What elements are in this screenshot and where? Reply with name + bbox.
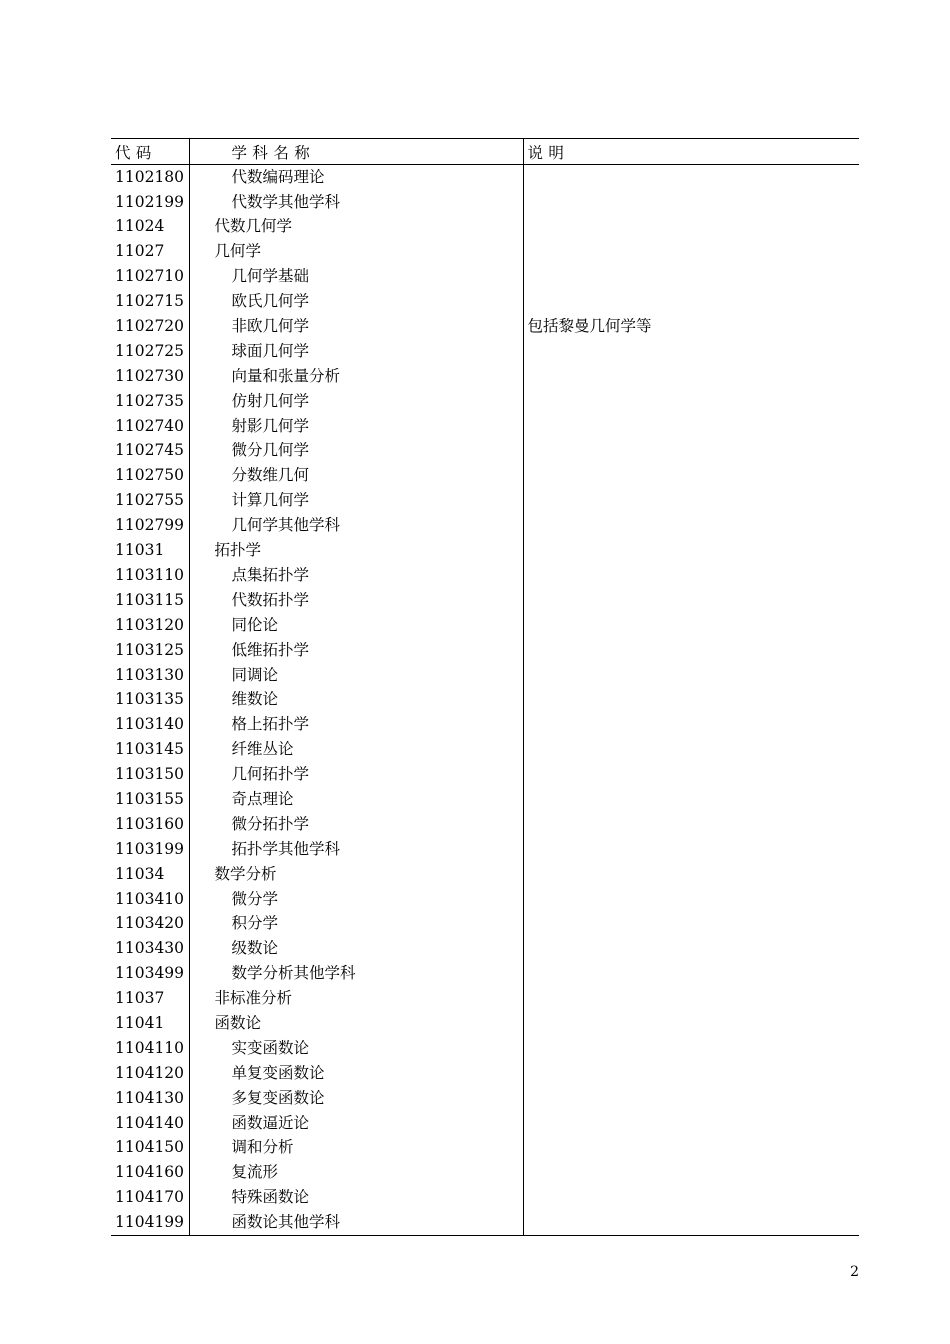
- subject-note: [523, 215, 859, 240]
- subject-code: 1103410: [111, 887, 189, 912]
- subject-note: [523, 613, 859, 638]
- table-row: [111, 240, 859, 265]
- subject-note: [523, 414, 859, 439]
- table-row: [111, 887, 859, 912]
- subject-note: [523, 787, 859, 812]
- table-row: [111, 912, 859, 937]
- subject-note: [523, 190, 859, 215]
- subject-note: [523, 265, 859, 290]
- table-row: [111, 389, 859, 414]
- subject-note: [523, 1161, 859, 1186]
- subject-code: 1103145: [111, 737, 189, 762]
- subject-name: 格上拓扑学: [189, 713, 523, 738]
- subject-code: 1102745: [111, 439, 189, 464]
- subject-code: 1104160: [111, 1161, 189, 1186]
- table-row: [111, 663, 859, 688]
- subject-code: 1102710: [111, 265, 189, 290]
- subject-note: [523, 389, 859, 414]
- subject-code: 1102750: [111, 464, 189, 489]
- table-row: [111, 414, 859, 439]
- subject-name: 几何学其他学科: [189, 513, 523, 538]
- subject-note: [523, 663, 859, 688]
- header-code: 代码: [111, 139, 189, 165]
- table-row: [111, 1136, 859, 1161]
- table-row: [111, 489, 859, 514]
- subject-name: 球面几何学: [189, 339, 523, 364]
- table-row: [111, 513, 859, 538]
- subject-note: [523, 1036, 859, 1061]
- subject-code: 1103420: [111, 912, 189, 937]
- subject-name: 奇点理论: [189, 787, 523, 812]
- subject-code: 1103155: [111, 787, 189, 812]
- subject-note: [523, 737, 859, 762]
- table-row: [111, 190, 859, 215]
- subject-code: 1103130: [111, 663, 189, 688]
- subject-code: 1102725: [111, 339, 189, 364]
- subject-name: 同调论: [189, 663, 523, 688]
- subject-name: 欧氏几何学: [189, 289, 523, 314]
- subject-note: [523, 165, 859, 190]
- table-row: [111, 837, 859, 862]
- table-row: [111, 588, 859, 613]
- subject-name: 射影几何学: [189, 414, 523, 439]
- subject-code: 1103160: [111, 812, 189, 837]
- subject-name: 向量和张量分析: [189, 364, 523, 389]
- subject-note: [523, 688, 859, 713]
- subject-note: [523, 1136, 859, 1161]
- subject-code: 1103120: [111, 613, 189, 638]
- table-row: [111, 464, 859, 489]
- subject-name: 函数论其他学科: [189, 1210, 523, 1235]
- subject-note: [523, 862, 859, 887]
- subject-code: 1104140: [111, 1111, 189, 1136]
- subject-code: 1102180: [111, 165, 189, 190]
- table-row: [111, 638, 859, 663]
- subject-note: [523, 1111, 859, 1136]
- subject-code: 1103499: [111, 962, 189, 987]
- table-row: [111, 364, 859, 389]
- subject-name: 特殊函数论: [189, 1186, 523, 1211]
- table-row: [111, 1061, 859, 1086]
- subject-code: 11031: [111, 538, 189, 563]
- subject-note: [523, 1011, 859, 1036]
- table-header: [111, 139, 859, 165]
- subject-name: 调和分析: [189, 1136, 523, 1161]
- subject-code: 1104150: [111, 1136, 189, 1161]
- subject-name: 点集拓扑学: [189, 563, 523, 588]
- subject-name: 实变函数论: [189, 1036, 523, 1061]
- subject-note: [523, 1086, 859, 1111]
- subject-code: 1102730: [111, 364, 189, 389]
- subject-note: [523, 563, 859, 588]
- subject-name: 代数编码理论: [189, 165, 523, 190]
- subject-name: 微分几何学: [189, 439, 523, 464]
- subject-note: [523, 464, 859, 489]
- page-number: 2: [850, 1264, 859, 1280]
- subject-code: 1102715: [111, 289, 189, 314]
- subject-name: 函数逼近论: [189, 1111, 523, 1136]
- table-row: [111, 339, 859, 364]
- table-row: [111, 439, 859, 464]
- subject-note: [523, 812, 859, 837]
- subject-name: 复流形: [189, 1161, 523, 1186]
- subject-note: [523, 638, 859, 663]
- subject-note: [523, 962, 859, 987]
- subject-code: 11034: [111, 862, 189, 887]
- table-row: [111, 962, 859, 987]
- table-row: [111, 937, 859, 962]
- subject-name: 代数拓扑学: [189, 588, 523, 613]
- header-note: 说明: [523, 139, 859, 165]
- subject-name: 仿射几何学: [189, 389, 523, 414]
- subject-code: 1102720: [111, 314, 189, 339]
- subject-name: 纤维丛论: [189, 737, 523, 762]
- table-row: [111, 713, 859, 738]
- subject-name: 几何学基础: [189, 265, 523, 290]
- subject-code: 11041: [111, 1011, 189, 1036]
- subject-note: [523, 588, 859, 613]
- subject-note: [523, 364, 859, 389]
- subject-note: [523, 439, 859, 464]
- subject-code: 1104110: [111, 1036, 189, 1061]
- subject-code: 11024: [111, 215, 189, 240]
- table-row: [111, 812, 859, 837]
- subject-note: [523, 713, 859, 738]
- table-row: [111, 1210, 859, 1235]
- subject-code: 1103125: [111, 638, 189, 663]
- subject-note: [523, 489, 859, 514]
- subject-note: 包括黎曼几何学等: [527, 317, 652, 336]
- subject-note: [523, 538, 859, 563]
- subject-code: 1102799: [111, 513, 189, 538]
- subject-name: 级数论: [189, 937, 523, 962]
- table-row: [111, 563, 859, 588]
- table-row: [111, 762, 859, 787]
- subject-code: 1104199: [111, 1210, 189, 1235]
- subject-note: [523, 1061, 859, 1086]
- subject-name: 积分学: [189, 912, 523, 937]
- table-row: [111, 986, 859, 1011]
- subject-code: 1103135: [111, 688, 189, 713]
- subject-note: [523, 1186, 859, 1211]
- subject-code: 1102199: [111, 190, 189, 215]
- table-row: [111, 737, 859, 762]
- subject-code: 1102735: [111, 389, 189, 414]
- subject-name: 代数几何学: [189, 215, 523, 240]
- subject-name: 微分学: [189, 887, 523, 912]
- header-subject-name: 学科名称: [189, 139, 523, 165]
- table-row: [111, 538, 859, 563]
- subject-code: 1104130: [111, 1086, 189, 1111]
- subject-name: 计算几何学: [189, 489, 523, 514]
- subject-note: [523, 912, 859, 937]
- table-row: [111, 165, 859, 190]
- subject-name: 代数学其他学科: [189, 190, 523, 215]
- subject-name: 拓扑学其他学科: [189, 837, 523, 862]
- subject-note: [523, 289, 859, 314]
- subject-name: 几何拓扑学: [189, 762, 523, 787]
- subject-code: 11027: [111, 240, 189, 265]
- subject-name: 低维拓扑学: [189, 638, 523, 663]
- subject-name: 非欧几何学: [189, 314, 523, 339]
- subject-name: 维数论: [189, 688, 523, 713]
- subject-code: 1104120: [111, 1061, 189, 1086]
- subject-note: [523, 937, 859, 962]
- subject-code: 1103150: [111, 762, 189, 787]
- subject-name: 几何学: [189, 240, 523, 265]
- subject-name: 单复变函数论: [189, 1061, 523, 1086]
- subject-name: 多复变函数论: [189, 1086, 523, 1111]
- table-row: [111, 1036, 859, 1061]
- subject-note: [523, 1210, 859, 1235]
- table-row: [111, 1186, 859, 1211]
- table-row: [111, 1111, 859, 1136]
- subject-code: 1103199: [111, 837, 189, 862]
- subject-note: [523, 339, 859, 364]
- table-row: [111, 314, 859, 339]
- subject-code: 1103115: [111, 588, 189, 613]
- subject-note: [523, 887, 859, 912]
- table-row: [111, 787, 859, 812]
- subject-code: 1103430: [111, 937, 189, 962]
- subject-note: [523, 513, 859, 538]
- subject-note: [523, 986, 859, 1011]
- subject-code-table: [111, 138, 859, 1236]
- subject-note: [523, 240, 859, 265]
- subject-code: 1103140: [111, 713, 189, 738]
- subject-code: 1104170: [111, 1186, 189, 1211]
- header-row: [111, 139, 859, 165]
- table-row: [111, 215, 859, 240]
- table-row: [111, 613, 859, 638]
- subject-name: 函数论: [189, 1011, 523, 1036]
- table-row: [111, 1086, 859, 1111]
- subject-code: 1103110: [111, 563, 189, 588]
- table-row: [111, 688, 859, 713]
- subject-note: [523, 762, 859, 787]
- table-row: [111, 289, 859, 314]
- subject-code: 1102740: [111, 414, 189, 439]
- subject-name: 同伦论: [189, 613, 523, 638]
- subject-name: 数学分析其他学科: [189, 962, 523, 987]
- table-row: [111, 1011, 859, 1036]
- table-row: [111, 265, 859, 290]
- subject-name: 非标准分析: [189, 986, 523, 1011]
- subject-code: 1102755: [111, 489, 189, 514]
- subject-name: 分数维几何: [189, 464, 523, 489]
- subject-name: 数学分析: [189, 862, 523, 887]
- subject-code: 11037: [111, 986, 189, 1011]
- subject-name: 微分拓扑学: [189, 812, 523, 837]
- table-row: [111, 1161, 859, 1186]
- subject-name: 拓扑学: [189, 538, 523, 563]
- subject-note: [523, 837, 859, 862]
- table-body: [111, 165, 859, 1236]
- table-row: [111, 862, 859, 887]
